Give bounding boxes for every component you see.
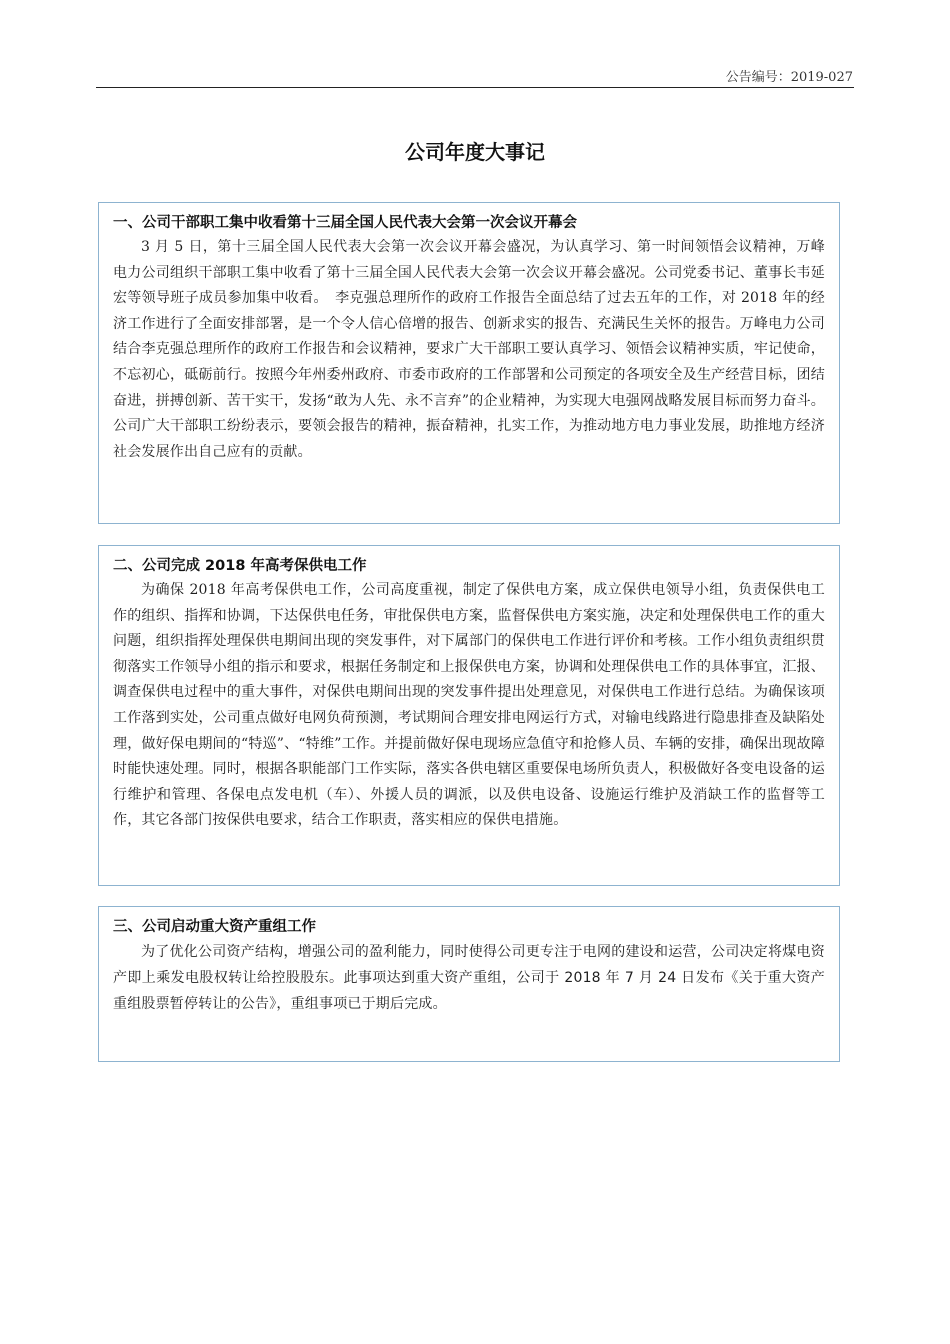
section-box-1 bbox=[98, 202, 840, 524]
section-body: 为确保 2018 年高考保供电工作，公司高度重视，制定了保供电方案，成立保供电领导小组，负责保供电工作的组织、指挥和协调，下达保供电任务，审批保供电方案，监督保供电方案实施，决定和处理保供电工作的重大问题，组织指挥处理保供电期间出现的突发事件，对下属部门的保供电工作进行评价和考核。工作小组负责组织贯彻落实工作领导小组的指示和要求，根据任务制定和上报保供电方案，协调和处理保供电工作的具体事宜，汇报、调查保供电过程中的重大事件，对保供电期间出现的突发事件提出处理意见，对保供电工作进行总结。为确保该项工作落到实处，公司重点做好电网负荷预测，考试期间合理安排电网运行方式，对输电线路进行隐患排查及缺陷处理，做好保电期间的“特巡”、“特维”工作。并提前做好保电现场应急值守和抢修人员、车辆的安排，确保出现故障时能快速处理。同时，根据各职能部门工作实际，落实各供电辖区重要保电场所负责人，积极做好各变电设备的运行维护和管理、各保电点发电机（车）、外援人员的调派，以及供电设备、设施运行维护及消缺工作的监督等工作，其它各部门按保供电要求，结合工作职责，落实相应的保供电措施。 bbox=[113, 582, 825, 829]
page-title: 公司年度大事记 bbox=[405, 140, 545, 164]
announcement-code: 公告编号：2019-027 bbox=[725, 70, 853, 85]
section-box-2 bbox=[98, 545, 840, 886]
section-body: 为了优化公司资产结构，增强公司的盈利能力，同时使得公司更专注于电网的建设和运营，公司决定将煤电资产即上乘发电股权转让给控股股东。此事项达到重大资产重组，公司于 2018 年 7 月 24 日发布《关于重大资产重组股票暂停转让的公告》，重组事项已于期后完成。 bbox=[113, 944, 825, 1012]
section-heading: 三、公司启动重大资产重组工作 bbox=[113, 919, 316, 935]
section-heading: 二、公司完成 2018 年高考保供电工作 bbox=[113, 558, 367, 574]
section-heading: 一、公司干部职工集中收看第十三届全国人民代表大会第一次会议开幕会 bbox=[113, 215, 577, 231]
header-divider bbox=[96, 87, 854, 88]
section-body: 3 月 5 日，第十三届全国人民代表大会第一次会议开幕会盛况，为认真学习、第一时间领悟会议精神，万峰电力公司组织干部职工集中收看了第十三届全国人民代表大会第一次会议开幕会盛况。公司党委书记、董事长韦延宏等领导班子成员参加集中收看。 李克强总理所作的政府工作报告全面总结了过去五年的工作，对 2018 年的经济工作进行了全面安排部署，是一个令人信心倍增的报告、创新求实的报告、充满民生关怀的报告。万峰电力公司结合李克强总理所作的政府工作报告和会议精神，要求广大干部职工要认真学习、领悟会议精神实质，牢记使命，不忘初心，砥砺前行。按照今年州委州政府、市委市政府的工作部署和公司预定的各项安全及生产经营目标，团结奋进，拼搏创新、苦干实干，发扬“敢为人先、永不言弃”的企业精神，为实现大电强网战略发展目标而努力奋斗。公司广大干部职工纷纷表示，要领会报告的精神，振奋精神，扎实工作，为推动地方电力事业发展，助推地方经济社会发展作出自己应有的贡献。 bbox=[113, 239, 825, 460]
section-box-3 bbox=[98, 906, 840, 1062]
